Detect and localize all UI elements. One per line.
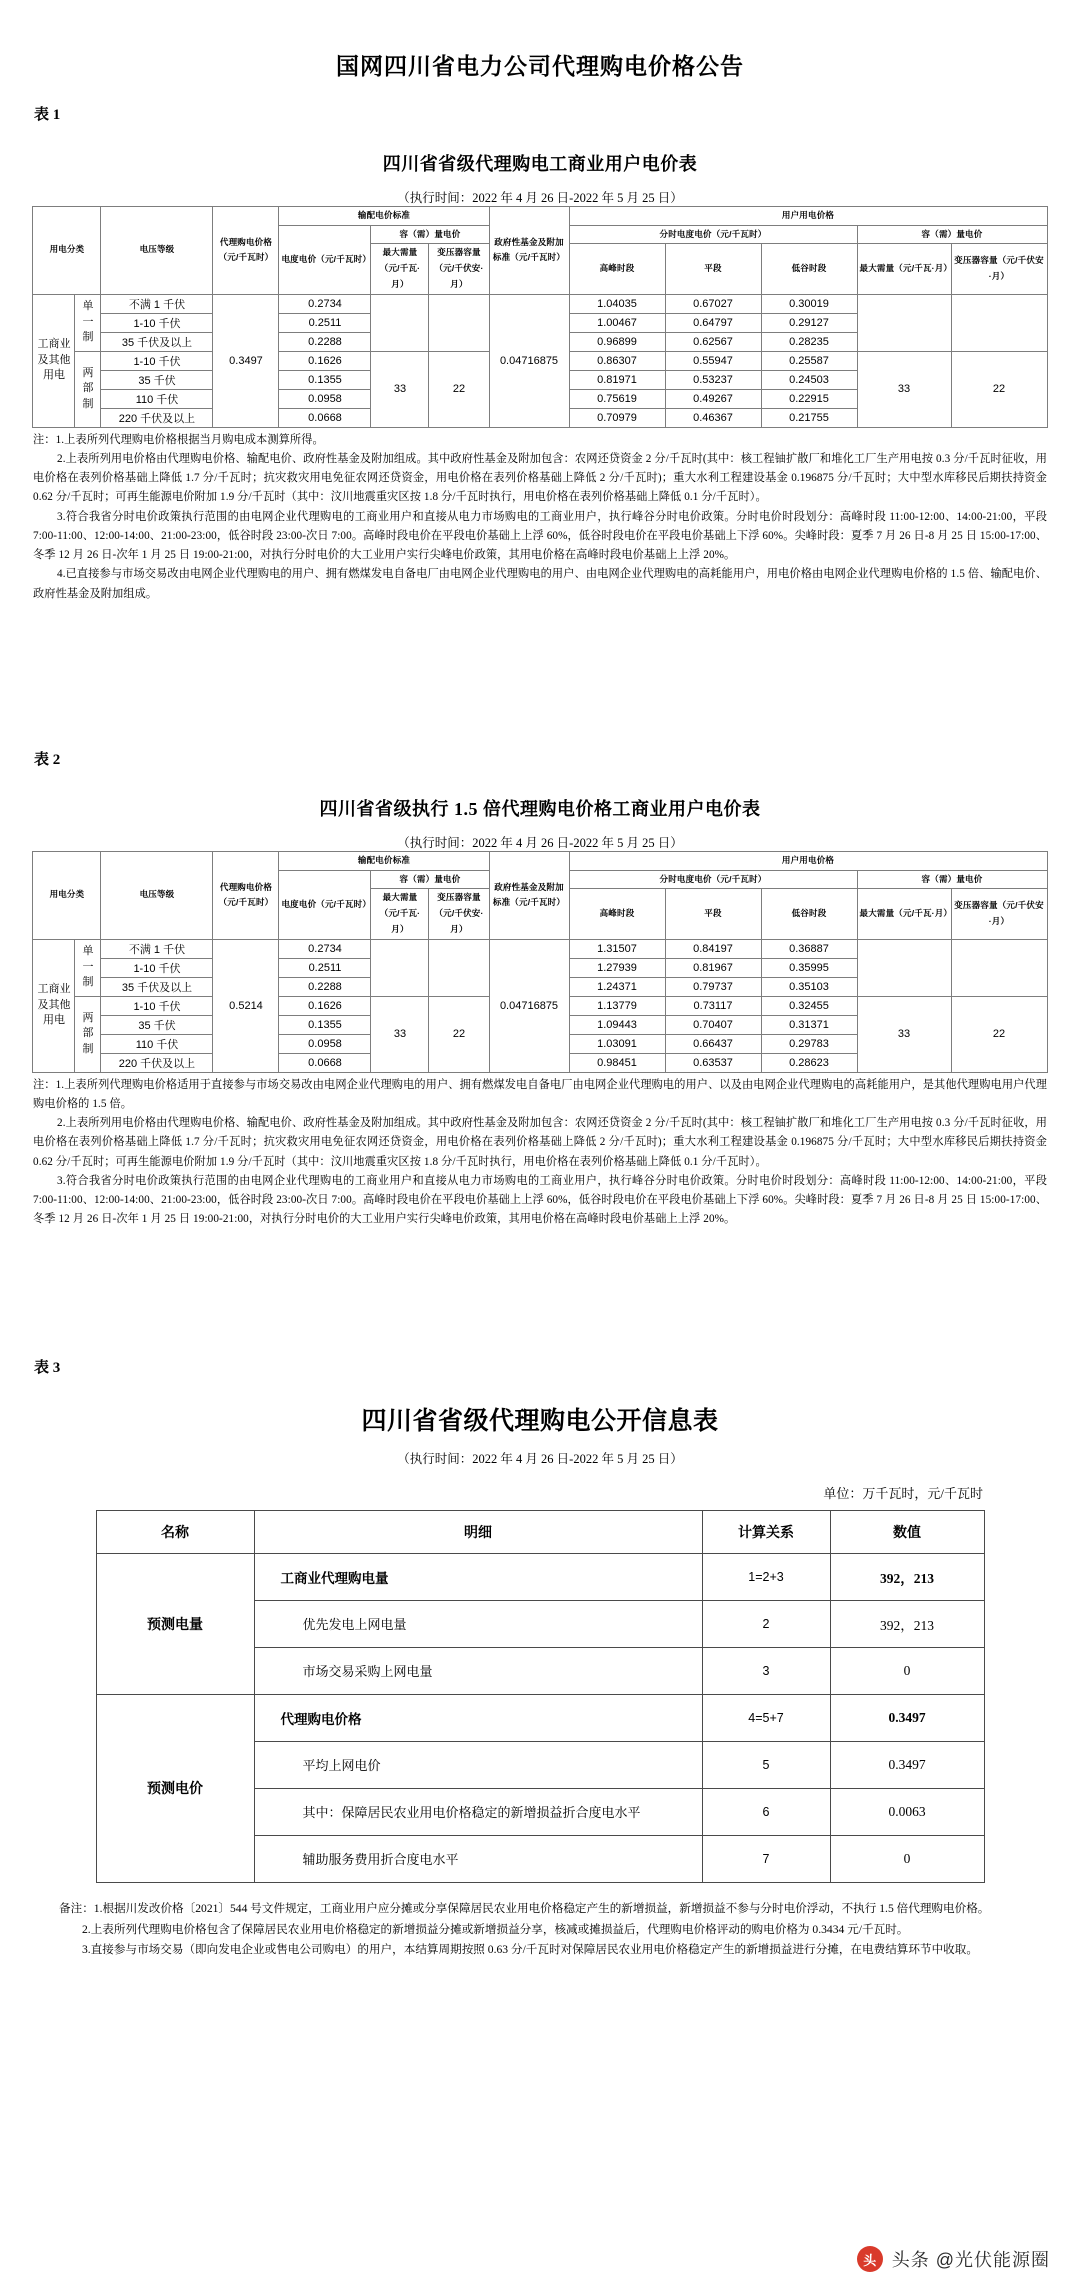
- table2-subtitle: （执行时间：2022 年 4 月 26 日-2022 年 5 月 25 日）: [397, 835, 683, 850]
- note-item: 注：1.上表所列代理购电价格根据当月购电成本测算所得。: [33, 433, 324, 446]
- th-transmission-group: 输配电价标准: [279, 851, 489, 870]
- td-user-max-demand: 33: [857, 996, 951, 1072]
- td-energy: 0.2288: [279, 332, 371, 351]
- td-user-max-demand-blank: [857, 939, 951, 996]
- td-valley: 0.25587: [761, 351, 857, 370]
- td-peak: 1.03091: [569, 1034, 665, 1053]
- td-category: 工商业及其他用电: [33, 294, 75, 427]
- td-flat: 0.66437: [665, 1034, 761, 1053]
- th-agent-price: 代理购电价格（元/千瓦时）: [213, 207, 279, 295]
- table1-subtitle: （执行时间：2022 年 4 月 26 日-2022 年 5 月 25 日）: [397, 191, 683, 205]
- td-voltage: 1-10 千伏: [101, 351, 213, 370]
- table1-price-table: [32, 206, 1047, 428]
- th-energy-price: 电度电价（元/千瓦时）: [279, 870, 371, 939]
- note-item: 2.上表所列用电价格由代理购电价格、输配电价、政府性基金及附加组成。其中政府性基金及附加包含：农网还贷资金 2 分/千瓦时(其中：核工程铀扩散厂和堆化工厂生产用电按 0.3 分/千瓦时征收，用电价格在表列价格基础上降低 1.7 分/千瓦时；抗灾救灾用电免征农网还贷资金，用电价格在表列价格基础上降低 2 分/千瓦时)；重大水利工程建设基金 0.196875 分/千瓦时；大中型水库移民后期扶持资金 0.62 分/千瓦时；可再生能源电价附加 1.9 分/千瓦时（其中：汶川地震重灾区按 1.8 分/千瓦时执行，用电价格在表列价格基础上降低 0.1 分/千瓦时）。: [33, 1117, 1047, 1168]
- th-capacity-group: 容（需）量电价: [371, 225, 489, 244]
- th-transformer-capacity: 变压器容量（元/千伏安·月）: [429, 244, 489, 294]
- td-voltage: 不满 1 千伏: [101, 939, 213, 958]
- td-max-demand: 33: [371, 996, 429, 1072]
- th-category: 用电分类: [33, 851, 101, 939]
- toutiao-logo-icon: 头: [857, 2246, 883, 2272]
- td-detail: 其中：保障居民农业用电价格稳定的新增损益折合度电水平: [254, 1788, 702, 1835]
- td-valley: 0.29783: [761, 1034, 857, 1053]
- td-transformer: 22: [429, 996, 489, 1072]
- table3-subtitle: （执行时间：2022 年 4 月 26 日-2022 年 5 月 25 日）: [397, 1451, 683, 1466]
- td-relation: 4=5+7: [702, 1694, 830, 1741]
- document-title: 国网四川省电力公司代理购电价格公告: [336, 54, 744, 79]
- note-item: 4.已直接参与市场交易改由电网企业代理购电的用户、拥有燃煤发电自备电厂由电网企业代理购电的用户、由电网企业代理购电的高耗能用户，用电价格由电网企业代理购电价格的 1.5 倍、输配电价、政府性基金及附加组成。: [33, 568, 1047, 600]
- td-relation: 5: [702, 1741, 830, 1788]
- td-transformer-blank: [429, 294, 489, 351]
- table-row: [33, 939, 1047, 958]
- th-max-demand: 最大需量（元/千瓦·月）: [371, 889, 429, 939]
- td-flat: 0.79737: [665, 977, 761, 996]
- td-detail: 市场交易采购上网电量: [254, 1647, 702, 1694]
- td-flat: 0.46367: [665, 408, 761, 427]
- th-user-transformer: 变压器容量（元/千伏安·月）: [951, 244, 1047, 294]
- td-voltage: 220 千伏及以上: [101, 408, 213, 427]
- td-flat: 0.73117: [665, 996, 761, 1015]
- td-value: 0: [830, 1647, 984, 1694]
- td-single-system: 单一制: [75, 294, 101, 351]
- th-relation: 计算关系: [702, 1510, 830, 1553]
- td-relation: 7: [702, 1835, 830, 1882]
- note-item: 3.符合我省分时电价政策执行范围的由电网企业代理购电的工商业用户和直接从电力市场购电的工商业用户，执行峰谷分时电价政策。分时电价时段划分：高峰时段 11:00-12:00、14:00-21:00，平段 7:00-11:00、12:00-14:00、21:00-23:00，低谷时段 23:00-次日 7:00。高峰时段电价在平段电价基础上上浮 60%，低谷时段电价在平段电价基础上下浮 60%。尖峰时段：夏季 7 月 26 日-8 月 25 日 15:00-17:00、冬季 12 月 26 日-次年 1 月 25 日 19:00-21:00，对执行分时电价的大工业用户实行尖峰电价政策，其用电价格在高峰时段电价基础上上浮 20%。: [33, 510, 1047, 562]
- td-voltage: 1-10 千伏: [101, 996, 213, 1015]
- td-flat: 0.84197: [665, 939, 761, 958]
- td-peak: 1.24371: [569, 977, 665, 996]
- th-max-demand: 最大需量（元/千瓦·月）: [371, 244, 429, 294]
- th-energy-price: 电度电价（元/千瓦时）: [279, 225, 371, 294]
- td-voltage: 110 千伏: [101, 389, 213, 408]
- td-voltage: 不满 1 千伏: [101, 294, 213, 313]
- td-two-part-system: 两部制: [75, 351, 101, 427]
- td-flat: 0.55947: [665, 351, 761, 370]
- td-detail: 优先发电上网电量: [254, 1600, 702, 1647]
- td-user-transformer: 22: [951, 351, 1047, 427]
- table3-info-table: [96, 1510, 985, 1883]
- th-peak: 高峰时段: [569, 244, 665, 294]
- td-valley: 0.35995: [761, 958, 857, 977]
- td-voltage: 1-10 千伏: [101, 958, 213, 977]
- td-peak: 1.27939: [569, 958, 665, 977]
- remark-item: 3.直接参与市场交易（即向发电企业或售电公司购电）的用户，本结算周期按照 0.63 分/千瓦时对保障居民农业用电价格稳定产生的新增损益进行分摊，在电费结算环节中收取。: [82, 1943, 978, 1957]
- td-energy: 0.0668: [279, 408, 371, 427]
- td-value: 0.0063: [830, 1788, 984, 1835]
- td-transformer-blank: [429, 939, 489, 996]
- th-name: 名称: [96, 1510, 254, 1553]
- td-detail: 代理购电价格: [254, 1694, 702, 1741]
- td-user-transformer: 22: [951, 996, 1047, 1072]
- td-flat: 0.81967: [665, 958, 761, 977]
- th-flat: 平段: [665, 889, 761, 939]
- td-valley: 0.30019: [761, 294, 857, 313]
- td-peak: 1.09443: [569, 1015, 665, 1034]
- td-flat: 0.49267: [665, 389, 761, 408]
- td-energy: 0.1626: [279, 351, 371, 370]
- td-voltage: 110 千伏: [101, 1034, 213, 1053]
- td-peak: 1.04035: [569, 294, 665, 313]
- td-valley: 0.32455: [761, 996, 857, 1015]
- th-value: 数值: [830, 1510, 984, 1553]
- td-flat: 0.62567: [665, 332, 761, 351]
- td-peak: 0.70979: [569, 408, 665, 427]
- note-item: 2.上表所列用电价格由代理购电价格、输配电价、政府性基金及附加组成。其中政府性基金及附加包含：农网还贷资金 2 分/千瓦时(其中：核工程铀扩散厂和堆化工厂生产用电按 0.3 分/千瓦时征收，用电价格在表列价格基础上降低 1.7 分/千瓦时；抗灾救灾用电免征农网还贷资金，用电价格在表列价格基础上降低 2 分/千瓦时)；重大水利工程建设基金 0.196875 分/千瓦时；大中型水库移民后期扶持资金 0.62 分/千瓦时；可再生能源电价附加 1.9 分/千瓦时（其中：汶川地震重灾区按 1.8 分/千瓦时执行，用电价格在表列价格基础上降低 0.1 分/千瓦时）。: [33, 452, 1047, 504]
- td-energy: 0.1626: [279, 996, 371, 1015]
- td-flat: 0.70407: [665, 1015, 761, 1034]
- td-user-max-demand-blank: [857, 294, 951, 351]
- th-voltage: 电压等级: [101, 851, 213, 939]
- td-detail: 工商业代理购电量: [254, 1553, 702, 1600]
- td-relation: 2: [702, 1600, 830, 1647]
- td-valley: 0.31371: [761, 1015, 857, 1034]
- td-valley: 0.21755: [761, 408, 857, 427]
- table-row: [96, 1694, 984, 1741]
- th-user-price-group: 用户用电价格: [569, 851, 1047, 870]
- table3-remarks: [59, 1899, 1021, 1962]
- td-value: 392，213: [830, 1600, 984, 1647]
- th-tou-group: 分时电度电价（元/千瓦时）: [569, 870, 857, 889]
- td-peak: 0.75619: [569, 389, 665, 408]
- table2-notes: [33, 1076, 1047, 1230]
- table2-label: 表 2: [34, 751, 61, 768]
- td-energy: 0.2288: [279, 977, 371, 996]
- td-two-part-system: 两部制: [75, 996, 101, 1072]
- td-valley: 0.28623: [761, 1053, 857, 1072]
- td-relation: 3: [702, 1647, 830, 1694]
- td-value: 0.3497: [830, 1741, 984, 1788]
- td-peak: 0.86307: [569, 351, 665, 370]
- td-flat: 0.67027: [665, 294, 761, 313]
- table-row: [33, 294, 1047, 313]
- td-voltage: 35 千伏: [101, 1015, 213, 1034]
- td-max-demand: 33: [371, 351, 429, 427]
- note-item: 注：1.上表所列代理购电价格适用于直接参与市场交易改由电网企业代理购电的用户、拥有燃煤发电自备电厂由电网企业代理购电的用户、以及由电网企业代理购电的高耗能用户，是其他代理购电用户代理购电价格的 1.5 倍。: [33, 1078, 1047, 1110]
- td-flat: 0.63537: [665, 1053, 761, 1072]
- td-relation: 1=2+3: [702, 1553, 830, 1600]
- table2-title: 四川省省级执行 1.5 倍代理购电价格工商业用户电价表: [319, 798, 761, 819]
- td-flat: 0.53237: [665, 370, 761, 389]
- td-voltage: 220 千伏及以上: [101, 1053, 213, 1072]
- td-valley: 0.28235: [761, 332, 857, 351]
- table1-notes: [33, 431, 1047, 604]
- th-user-price-group: 用户用电价格: [569, 207, 1047, 226]
- td-max-demand-blank: [371, 294, 429, 351]
- td-user-max-demand: 33: [857, 351, 951, 427]
- th-voltage: 电压等级: [101, 207, 213, 295]
- td-value: 0.3497: [830, 1694, 984, 1741]
- td-peak: 1.00467: [569, 313, 665, 332]
- td-peak: 1.31507: [569, 939, 665, 958]
- th-peak: 高峰时段: [569, 889, 665, 939]
- th-user-max-demand: 最大需量（元/千瓦·月）: [857, 889, 951, 939]
- td-user-transformer-blank: [951, 939, 1047, 996]
- td-category: 工商业及其他用电: [33, 939, 75, 1072]
- td-value: 0: [830, 1835, 984, 1882]
- td-valley: 0.24503: [761, 370, 857, 389]
- table3-title: 四川省省级代理购电公开信息表: [361, 1407, 719, 1435]
- table2-price-table: [32, 851, 1047, 1073]
- td-peak: 0.98451: [569, 1053, 665, 1072]
- th-user-capacity-group: 容（需）量电价: [857, 225, 1047, 244]
- table3-label: 表 3: [34, 1359, 61, 1376]
- note-item: 3.符合我省分时电价政策执行范围的由电网企业代理购电的工商业用户和直接从电力市场购电的工商业用户，执行峰谷分时电价政策。分时电价时段划分：高峰时段 11:00-12:00、14:00-21:00，平段 7:00-11:00、12:00-14:00、21:00-23:00，低谷时段 23:00-次日 7:00。高峰时段电价在平段电价基础上上浮 60%，低谷时段电价在平段电价基础上下浮 60%。尖峰时段：夏季 7 月 26 日-8 月 25 日 15:00-17:00、冬季 12 月 26 日-次年 1 月 25 日 19:00-21:00，对执行分时电价的大工业用户实行尖峰电价政策，其用电价格在高峰时段电价基础上上浮 20%。: [33, 1174, 1047, 1226]
- th-transformer-capacity: 变压器容量（元/千伏安·月）: [429, 889, 489, 939]
- th-flat: 平段: [665, 244, 761, 294]
- th-agent-price: 代理购电价格（元/千瓦时）: [213, 851, 279, 939]
- td-energy: 0.0668: [279, 1053, 371, 1072]
- td-group-name: 预测电价: [96, 1694, 254, 1882]
- td-peak: 0.81971: [569, 370, 665, 389]
- remark-item: 备注：1.根据川发改价格〔2021〕544 号文件规定，工商业用户应分摊或分享保障居民农业用电价格稳定产生的新增损益，新增损益不参与分时电价浮动，不执行 1.5 倍代理购电价格。: [59, 1901, 990, 1915]
- th-user-max-demand: 最大需量（元/千瓦·月）: [857, 244, 951, 294]
- td-voltage: 1-10 千伏: [101, 313, 213, 332]
- td-voltage: 35 千伏及以上: [101, 332, 213, 351]
- th-category: 用电分类: [33, 207, 101, 295]
- th-user-transformer: 变压器容量（元/千伏安·月）: [951, 889, 1047, 939]
- table-row: [96, 1553, 984, 1600]
- td-energy: 0.2511: [279, 958, 371, 977]
- td-valley: 0.36887: [761, 939, 857, 958]
- td-agent-price: 0.3497: [213, 294, 279, 427]
- table1-title: 四川省省级代理购电工商业用户电价表: [382, 154, 698, 174]
- td-voltage: 35 千伏: [101, 370, 213, 389]
- footer-brand-text: 头条 @光伏能源圈: [891, 2250, 1050, 2270]
- td-peak: 0.96899: [569, 332, 665, 351]
- td-gov-fund: 0.04716875: [489, 294, 569, 427]
- th-valley: 低谷时段: [761, 889, 857, 939]
- table3-unit-note: 单位：万千瓦时，元/千瓦时: [823, 1485, 983, 1501]
- td-valley: 0.35103: [761, 977, 857, 996]
- td-voltage: 35 千伏及以上: [101, 977, 213, 996]
- th-user-capacity-group: 容（需）量电价: [857, 870, 1047, 889]
- td-valley: 0.29127: [761, 313, 857, 332]
- td-energy: 0.0958: [279, 1034, 371, 1053]
- td-energy: 0.1355: [279, 1015, 371, 1034]
- td-flat: 0.64797: [665, 313, 761, 332]
- remark-item: 2.上表所列代理购电价格包含了保障居民农业用电价格稳定的新增损益分摊或新增损益分享，核减或摊损益后，代理购电价格评动的购电价格为 0.3434 元/千瓦时。: [82, 1922, 909, 1936]
- td-max-demand-blank: [371, 939, 429, 996]
- td-user-transformer-blank: [951, 294, 1047, 351]
- th-gov-fund: 政府性基金及附加标准（元/千瓦时）: [489, 207, 569, 295]
- th-tou-group: 分时电度电价（元/千瓦时）: [569, 225, 857, 244]
- td-gov-fund: 0.04716875: [489, 939, 569, 1072]
- td-energy: 0.2511: [279, 313, 371, 332]
- td-energy: 0.2734: [279, 294, 371, 313]
- td-detail: 平均上网电价: [254, 1741, 702, 1788]
- th-transmission-group: 输配电价标准: [279, 207, 489, 226]
- footer-watermark: [857, 2246, 1050, 2272]
- td-detail: 辅助服务费用折合度电水平: [254, 1835, 702, 1882]
- td-energy: 0.1355: [279, 370, 371, 389]
- td-value: 392，213: [830, 1553, 984, 1600]
- td-peak: 1.13779: [569, 996, 665, 1015]
- th-gov-fund: 政府性基金及附加标准（元/千瓦时）: [489, 851, 569, 939]
- td-agent-price: 0.5214: [213, 939, 279, 1072]
- td-single-system: 单一制: [75, 939, 101, 996]
- td-relation: 6: [702, 1788, 830, 1835]
- td-energy: 0.2734: [279, 939, 371, 958]
- td-group-name: 预测电量: [96, 1553, 254, 1694]
- td-valley: 0.22915: [761, 389, 857, 408]
- th-capacity-group: 容（需）量电价: [371, 870, 489, 889]
- th-valley: 低谷时段: [761, 244, 857, 294]
- table1-label: 表 1: [34, 107, 61, 123]
- td-transformer: 22: [429, 351, 489, 427]
- td-energy: 0.0958: [279, 389, 371, 408]
- th-detail: 明细: [254, 1510, 702, 1553]
